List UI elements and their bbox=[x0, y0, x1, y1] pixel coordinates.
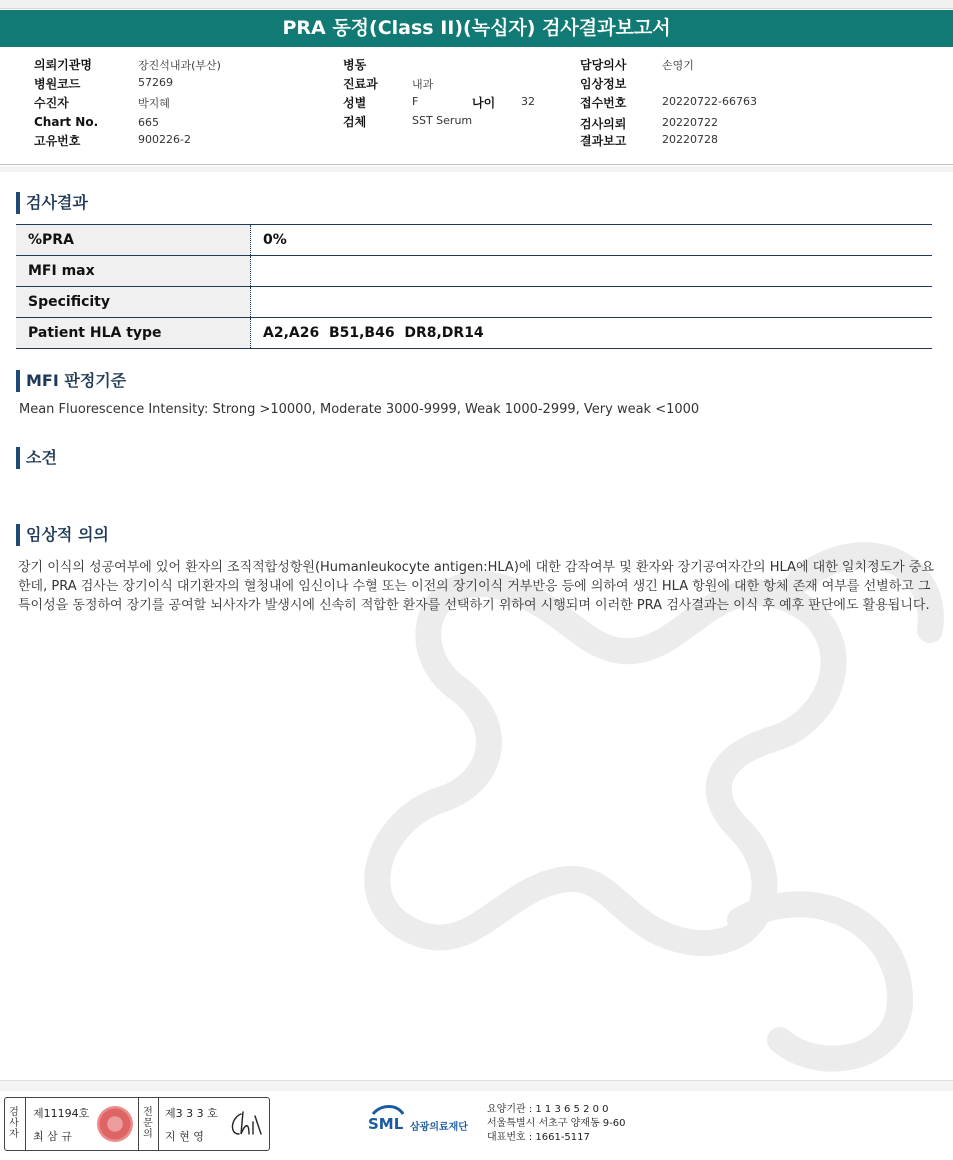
info-label-hospital-code: 병원코드 bbox=[34, 77, 81, 91]
sig-divider bbox=[25, 1098, 26, 1150]
inspector-vertical-label bbox=[8, 1107, 20, 1140]
info-value-patient: 박지혜 bbox=[138, 97, 170, 110]
info-label-patient: 수진자 bbox=[34, 96, 69, 110]
info-value-hospital-code: 57269 bbox=[138, 76, 173, 89]
info-value-report-date: 20220728 bbox=[662, 133, 718, 146]
info-label-sex: 성별 bbox=[343, 96, 367, 110]
result-value-pra: 0% bbox=[251, 225, 933, 256]
info-label-age: 나이 bbox=[472, 96, 496, 110]
inspector-char: 자 bbox=[9, 1129, 19, 1140]
info-value-department: 내과 bbox=[412, 78, 434, 91]
info-label-clinical-info: 임상정보 bbox=[580, 77, 627, 91]
table-row bbox=[16, 225, 932, 256]
info-label-department: 진료과 bbox=[343, 77, 378, 91]
info-value-request-date: 20220722 bbox=[662, 116, 718, 129]
result-value-specificity bbox=[251, 287, 933, 318]
sml-logo-text: SML bbox=[368, 1115, 404, 1133]
section-title-results: 검사결과 bbox=[16, 192, 88, 214]
doctor-char: 전 bbox=[143, 1107, 153, 1118]
handwritten-signature bbox=[227, 1108, 263, 1140]
patient-info-block bbox=[0, 52, 953, 165]
info-label-doctor: 담당의사 bbox=[580, 58, 627, 72]
doctor-char: 의 bbox=[143, 1129, 153, 1140]
doctor-char: 문 bbox=[143, 1118, 153, 1129]
info-label-receipt-no: 접수번호 bbox=[580, 96, 627, 110]
results-table bbox=[16, 224, 932, 349]
info-value-sex: F bbox=[412, 95, 419, 108]
info-label-request-date: 검사의뢰 bbox=[580, 117, 627, 131]
info-value-unique-no: 900226-2 bbox=[138, 133, 191, 146]
info-value-chart-no: 665 bbox=[138, 116, 159, 129]
info-label-report-date: 결과보고 bbox=[580, 134, 627, 148]
org-address-line: 서울특별시 서초구 양재동 9-60 bbox=[487, 1118, 626, 1129]
inspector-char: 검 bbox=[9, 1107, 19, 1118]
result-label-pra: %PRA bbox=[16, 225, 251, 256]
top-strip bbox=[0, 0, 953, 9]
org-address-line: 요양기관 : 1 1 3 6 5 2 0 0 bbox=[487, 1104, 609, 1115]
sig-divider bbox=[158, 1098, 159, 1150]
inspector-name: 최 삼 규 bbox=[33, 1130, 72, 1143]
mfi-criteria-text: Mean Fluorescence Intensity: Strong >10000, Moderate 3000-9999, Weak 1000-2999, Very weak <1000 bbox=[19, 402, 700, 417]
section-title-mfi: MFI 판정기준 bbox=[16, 370, 126, 392]
info-value-receipt-no: 20220722-66763 bbox=[662, 95, 757, 108]
result-value-mfi-max bbox=[251, 256, 933, 287]
inspector-seal-stamp bbox=[97, 1106, 133, 1142]
info-label-unique-no: 고유번호 bbox=[34, 134, 81, 148]
section-title-clinical: 임상적 의의 bbox=[16, 524, 109, 546]
info-value-doctor: 손영기 bbox=[662, 59, 694, 72]
result-value-hla-type: A2,A26 B51,B46 DR8,DR14 bbox=[251, 318, 933, 349]
signature-box bbox=[4, 1097, 270, 1151]
info-label-institution: 의뢰기관명 bbox=[34, 58, 92, 72]
report-title: PRA 동정(Class II)(녹십자) 검사결과보고서 bbox=[0, 10, 953, 47]
org-address-block bbox=[487, 1103, 626, 1145]
doctor-name: 지 현 영 bbox=[165, 1130, 204, 1143]
info-label-ward: 병동 bbox=[343, 58, 367, 72]
section-title-opinion: 소견 bbox=[16, 447, 57, 469]
sig-divider bbox=[138, 1098, 139, 1150]
result-label-specificity: Specificity bbox=[16, 287, 251, 318]
footer-divider bbox=[0, 1080, 953, 1091]
table-row bbox=[16, 287, 932, 318]
clinical-significance-text: 장기 이식의 성공여부에 있어 환자의 조직적합성항원(Humanleukocyte antigen:HLA)에 대한 감작여부 및 환자와 장기공여자간의 HLA에 대한 일치정도가 중요한데, PRA 검사는 장기이식 대기환자의 혈청내에 임신이나 수혈 또는 이전의 장기이식 거부반응 등에 의하여 생긴 HLA 항원에 대한 항체 존재 여부를 선별하고 그 특이성을 동정하여 장기를 공여할 뇌사자가 발생시에 신속히 적합한 환자를 선택하기 위하여 시행되며 이러한 PRA 검사결과는 이식 후 예후 판단에도 활용됩니다. bbox=[18, 560, 934, 613]
table-row bbox=[16, 256, 932, 287]
info-label-chart-no: Chart No. bbox=[34, 115, 99, 129]
result-label-hla-type: Patient HLA type bbox=[16, 318, 251, 349]
inspector-char: 사 bbox=[9, 1118, 19, 1129]
info-value-age: 32 bbox=[521, 95, 535, 108]
table-row bbox=[16, 318, 932, 349]
result-label-mfi-max: MFI max bbox=[16, 256, 251, 287]
doctor-license-no: 제3 3 3 호 bbox=[165, 1107, 218, 1120]
divider-band bbox=[0, 166, 953, 172]
org-address-line: 대표번호 : 1661-5117 bbox=[487, 1132, 590, 1143]
inspector-license-no: 제11194호 bbox=[33, 1107, 90, 1120]
info-label-specimen: 검체 bbox=[343, 115, 367, 129]
org-name: 삼광의료재단 bbox=[410, 1122, 468, 1133]
info-value-specimen: SST Serum bbox=[412, 114, 473, 127]
doctor-vertical-label bbox=[142, 1107, 154, 1140]
info-value-institution: 장진석내과(부산) bbox=[138, 59, 221, 72]
